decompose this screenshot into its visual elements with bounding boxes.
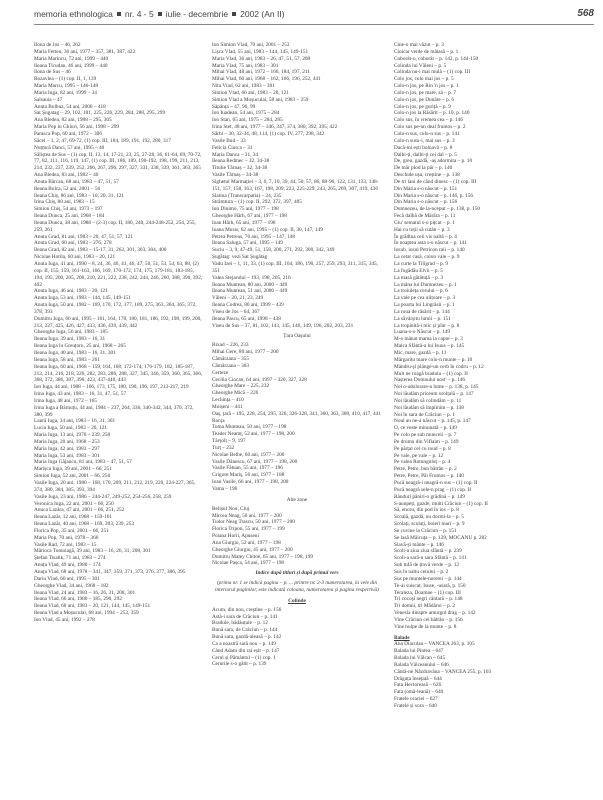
index-entry: Colo-n jos, pe Rin 'n jos – p. 1: [394, 83, 459, 90]
index-entry: Ileana Grad, 82 ani, 1983 – 15-17, 31, 262, 301, 303, 304, 400: [34, 247, 167, 254]
index-entry: De tri lani de când dinesc – (1) cop. III: [394, 178, 477, 185]
index-entry: Colo-n jos, pe guriță – p. 9: [394, 103, 451, 110]
index-entry: Gheorghe Hărh, 67 ani, 1977 – 198: [212, 213, 287, 220]
index-entry: De, greu, gazdă, -aș adormita – p. 10: [394, 158, 473, 165]
index-entry: Vine Crăciun cel bătrân – p. 156: [394, 616, 463, 623]
index-entry: La curte la Tiligrad – p. 9: [394, 261, 448, 267]
index-entry: La roua de răsărit – p. 144: [394, 308, 450, 315]
index-entry: Sârbi – 30, 32-34, 48, 114, (1) cop. IV, 277, 298, 342: [212, 130, 325, 137]
index-entry: Noul an ne-a născut – p. 145, p. 147: [394, 418, 471, 425]
index-entry: Simion Vlad a Moșuculai, 58 ani, 1983 – 259: [212, 96, 309, 103]
index-entry: Irina Stet, 48 ani, 1977 – 346, 347, 374, 380, 392, 395, 422: [212, 124, 338, 131]
index-entry: Maria Iuga, 42 ani, 1983 – 297: [34, 445, 100, 452]
index-entry: Ioan Vasile, 66 ani, 1977 – 198, 200: [212, 479, 289, 486]
index-entry: Teader Neamț, 52 ani, 1977 – 198, 200: [212, 431, 295, 438]
index-entry: Colo-n jos, pe mare, să – p. 7: [394, 89, 457, 96]
index-entry: La săvârșitu lumii – p. 151: [394, 315, 451, 322]
index-entry: Anuta Iuga, 41 ani, 1990 – 8, 24, 36, 40, 41, 46, 47, 50, 51, 53, 54, 63, 88, (2) cop. II, 155, 159, 161-163, 166, 169, 170-172, 174, 175, 179-181, 183-185, 194, 195, 200, 205, 206, 210, 221, 222, 238, 242, 244, 246, 260, 388, 390, 392, 402: [34, 261, 203, 288]
index-entry: La fogădău Elvii – p. 5: [394, 267, 443, 274]
index-entry: Parasca Pop, 60 ani, 1972 – 306: [34, 130, 102, 137]
separator-square-icon: [158, 12, 162, 16]
index-entry: Ileana Dunca, 25 ani, 1968 – 184: [34, 213, 105, 220]
index-entry: Fata Hectoreasă – 626: [394, 682, 442, 689]
index-entry: Anuța Vlad, 68 ani, 1978 – 341, 347, 359, 371, 373, 376, 377, 386, 395: [34, 568, 186, 575]
index-entry: Maria Iuga, 13 ani, 1970 – 239, 258: [34, 432, 111, 439]
index-entry: Noi lăudăm priceum urolțală – p. 147: [394, 391, 474, 398]
index-entry: Anuta Grad, 60 ani, 1983 – 276, 278: [34, 240, 112, 247]
index-entry: În noaptea asta s-o născut – p. 141: [394, 240, 467, 247]
index-entry: Bradule, bădăuțule – p. 12: [212, 620, 268, 627]
index-entry: Sus în naltu cerului – p. 2: [394, 568, 449, 575]
index-entry: Ileana Iuga lu Greuțoru, 25 ani, 1968 – 265: [34, 343, 126, 350]
index-entry: Pucă neagră sele-n prag – (1) cop. II: [394, 486, 472, 493]
index-entry: Se cuvine la Crăciun – p. 151: [394, 527, 457, 534]
index-entry: Ion Dinimo, 75 ani, 1977 – 198: [212, 206, 279, 213]
index-entry: Dalbi-ți, dalbi-ți cei dal – p. 5: [394, 151, 457, 158]
index-entry: Anuta Iuga, 53 ani, 1983 – 144, 145, 149-151: [34, 295, 131, 302]
index-entry: Giu' sematul s-o pițcat – p. 1: [394, 219, 455, 226]
index-entry: Din Maria s-o născut – p. 151: [394, 185, 458, 192]
index-entry: Ileana Muntean, 80 ani, 2000 – 449: [212, 281, 288, 288]
index-entry: Să, enoru, din pod în ios – p. 8: [394, 507, 459, 514]
index-entry: Maria Vlad, 75 ani, 1983 – 301: [212, 62, 279, 69]
index-entry: Teraleza, Doamne – (1) cop. III: [394, 589, 461, 596]
index-entry: La poarta lui Lingrăsii – p. 1: [394, 302, 455, 309]
index-entry: De mâr plod la pâr – p. 140: [394, 165, 453, 172]
index-entry: Turț – 232: [212, 444, 235, 451]
index-entry: Vine hulpe de la munte – p. 8: [394, 623, 457, 630]
index-entry: Pe vale, pe vale – p. 12: [394, 452, 444, 459]
index-entry: Cerurile s-o gătit – p. 139: [212, 661, 267, 668]
index-entry: Dumnezeu, de la-nceput – p. 138, p. 150: [394, 206, 481, 213]
index-entry: Hai cu toții să cutân – p. 3: [394, 226, 450, 233]
journal-header-line: [34, 9, 285, 19]
index-entry: Anuta Iuga, 46 ani, 1983 – 20, 121: [34, 288, 108, 295]
index-entry: La tropinită-i mîc și pîur – p. 8: [394, 322, 460, 329]
index-entry: Scolați, scolați, boieri mari – p. 9: [394, 521, 465, 528]
index-entry: Petrea Petreus, 70 ani, 1995 – 147, 148: [212, 233, 295, 240]
index-entry: Simion Iuga, 52 ani, 2001 – 66, 250: [34, 473, 111, 480]
section-title-colinde: Colinde: [288, 597, 306, 604]
index-entry: Scoli-a ziua ziua sfântă – p. 239: [394, 548, 462, 555]
index-entry: Vasile Iuga, 20 ani, 1980 – 168, 170, 209, 211, 212, 219, 220, 224-227, 365, 374, 380, 384, 385, 393, 394: [34, 480, 196, 493]
index-entry: Tărșolț – 9, 197: [212, 438, 246, 445]
index-entry: Irina Iuga, 48 ani, 1972 – 165: [34, 397, 97, 404]
index-entry: Ileana Pascu, 65 ani, 1998 – 438: [212, 315, 281, 322]
index-entry: Coborât-o, coborât – p. 142, p. 144-150: [394, 55, 479, 62]
index-column-3: [394, 42, 564, 710]
index-entry: Ilona de Sus – 46: [34, 69, 71, 76]
index-entry: Din Maria s-o născut – p. 156: [394, 199, 458, 206]
index-entry: Balada Vâlceanului – 646: [394, 661, 449, 668]
index-entry: Ileana Dunca, 38 ani, 1988 – (2-3) cop. II, 180, 240, 244-248-252, 254, 255, 259, 261: [34, 219, 196, 233]
index-entry: Maria Iuga, 53 ani, 1983 – 301: [34, 452, 100, 459]
index-entry: Ion Stan, 65 ani, 1975 – 284, 285: [212, 117, 283, 124]
index-entry: La vale pe cea ulițoare – p. 3: [394, 295, 456, 302]
index-entry: Ion Iuadean, 54 ani, 1975 – 284: [212, 110, 280, 117]
index-entry: Dumitru Iuga, 66 ani, 1995 – 161, 164, 178, 180, 181, 186, 192, 198, 199, 200, 213, 227, 425, 426, 427, 433, 436, 439, 439, 442: [34, 315, 202, 329]
index-entry: Toma Munteau, 50 ani, 1977 – 198: [212, 424, 287, 431]
index-entry: Ileana Muntean, 51 ani, 2000 – 449: [212, 288, 288, 295]
index-entry: Ileana Iuga, 58 ani, 1983 – 261: [34, 356, 100, 363]
index-entry: Maria Pop lu Ghiuri, 56 ani, 1998 – 299: [34, 124, 120, 131]
index-entry: Poiana Horii, Apuseni: [212, 533, 259, 540]
index-entry: Venesia dinspre amurgul drag – p. 142: [394, 610, 476, 617]
index-entry: Ana Diaculau – VANCEA 263, p. 105: [394, 641, 475, 648]
index-entry: Tri domni, tri Mădăroi – p. 2: [394, 603, 456, 610]
index-entry: Bună sara, gazdă-aleasă – p. 142: [212, 634, 282, 641]
index-note-title: Indice după titluri și după primul vers: [255, 570, 339, 577]
index-entry: Laură Iuga, 34 ani, 1983 – 16, 31, 301: [34, 418, 116, 425]
index-entry: Viseu de Jos – 64, 367: [212, 308, 260, 315]
section-title-balade: Balade: [394, 634, 410, 641]
section-title-tara-oasului: Țara Oașului: [283, 333, 311, 340]
index-entry: Vasile Rad, 72 ani, 1983 – 15: [34, 541, 97, 548]
index-entry: Maria Iuga Găjancu, 81 ani, 1983 – 47, 51, 57: [34, 459, 132, 466]
index-entry: Moișeni – 441: [212, 403, 243, 410]
index-entry: Ileana Iuga, 60 ani, 1968 – 159, 164, 168, 172-174, 176-179, 182, 185-187, 213, 214, 216, 218, 226, 282, 283, 286, 288, 327, 345, 346, 359, 360, 365, 366, 368, 372, 386, 387, 396, 423, 437-440, 443: [34, 363, 203, 384]
index-entry: Fata (omă-leană) – 640: [394, 689, 444, 696]
journal-title: memoria ethnologica: [34, 9, 113, 19]
index-entry: Lechința – 410: [212, 397, 244, 404]
index-entry: Titulie Târnaș – 32, 34-38: [212, 165, 268, 172]
index-entry: Ileana Vlad a Moșuculai, 68 ani, 1994 – 253, 359: [34, 610, 139, 617]
issue-number: nr. 4 - 5: [124, 9, 154, 19]
index-entry: Certeze: [212, 369, 229, 376]
index-entry: Colo-n jos, pe Dunăre – p. 6: [394, 96, 455, 103]
col2-maramures-list: [212, 42, 382, 329]
separator-square-icon: [117, 12, 121, 16]
index-entry: Tudor Neag Trascu, 50 ani, 1977 – 200: [212, 519, 295, 526]
index-entry: Ilona de Jos – 46, 262: [34, 42, 81, 48]
index-entry: Maria Marcu, 1995 – 146-148: [34, 83, 98, 90]
col2-colinde-list: [212, 607, 382, 669]
index-entry: Se lasă Măicuța – p. 139, MOCANU p. 282: [394, 534, 487, 541]
index-entry: Petre, Petre, bun bătrân – p. 2: [394, 466, 457, 473]
index-entry: Cioicar verde de mătasă – p. 1: [394, 48, 459, 55]
index-entry: Acum, din nou, creștine – p. 156: [212, 606, 282, 613]
index-entry: Săliștea de Sus – (1) cop. II, 13, 14, 17-21, 23, 25, 27-28, 36, 61-64, 69, 70-72, 77, 82, 111, 116, 119, 147, (1) cop. III, 186, 189, 190-192, 198, 199, 211, 213, 214, 232, 237, 239, 252, 266, 267, 296, 297, 327, 331, 338, 339, 361, 363, 365: [34, 151, 202, 172]
index-entry: La mâna lui Dumnezeu – p. 1: [394, 281, 457, 288]
issue-year: 2002 (An II): [240, 9, 285, 19]
index-entry: Vasile Dănescu, 67 ani, 1977 – 198, 200: [212, 458, 298, 465]
index-entry: Bixad – 226, 233: [212, 342, 249, 349]
index-entry: Noi o-adolorare-n lume – p. 138, p. 145: [394, 384, 479, 391]
index-entry: Irina Iuga, 43 ani, 1983 – 16, 31, 47, 51, 57: [34, 391, 127, 398]
index-entry: Maria Vlad, 36 ani, 1983 – 26, 47, 51, 57, 208: [212, 55, 311, 62]
index-entry: Colinda nu-i mai mulă – (1) cop. III: [394, 69, 471, 76]
page-header: [34, 8, 594, 24]
index-entry: Strâmtura – (1) cop. II, 292, 372, 397, 405: [212, 199, 302, 206]
index-entry: Scoală, gazdă, nu dormi-la – p. 5: [394, 514, 464, 521]
index-entry: Cămârzana – 303: [212, 362, 250, 369]
index-entry: Cerul și Pământul – (1) cop. 1: [212, 654, 276, 661]
index-entry: Anuța Vlad, 49 ani, 1980 – 174: [34, 562, 101, 569]
col3-colinde-list: [394, 42, 564, 631]
index-entry: Gheorghe Mare – 225, 232: [212, 383, 270, 390]
index-entry: Nicolae Pașca, 54 ani, 1977 – 198: [212, 560, 285, 567]
separator-square-icon: [232, 12, 236, 16]
index-entry: Ana Bledea, 83 ani, 1982 – 40: [34, 172, 99, 179]
index-entry: Dumitru Matey Chitoe, 65 ani, 1977 – 198, 199: [212, 553, 314, 560]
index-entry: Ileana Redmec – 32, 34-38: [212, 158, 270, 165]
index-entry: Ileana Iuga, 40 ani, 1983 – 16, 31, 301: [34, 349, 116, 356]
index-entry: Mărgaritu mare colo-n munte – p. 10: [394, 356, 473, 363]
index-entry: Săpânța – 47, 96, 99: [212, 103, 256, 110]
index-entry: Florica Pop, 35 ani, 2001 – 66, 251: [34, 527, 109, 534]
index-entry: Ștefan Tisalik, 71 ani, 1983 – 274: [34, 555, 106, 562]
index-entry: Ana Bledea, 82 ani, 1988 – 295, 305: [34, 117, 112, 124]
index-entry: Balada lui Pintea – 647: [394, 648, 444, 655]
index-entry: La troiuleța cerului – p. 6: [394, 288, 448, 295]
index-entry: Pe drumu din Viflaim – p. 149: [394, 438, 459, 445]
index-entry: Ileana Vlad, 66 ani, 1980 – 185, 290, 292: [34, 596, 122, 603]
header-rule: [34, 24, 594, 25]
index-entry: Balada lui Vâlcan – 645: [394, 655, 446, 662]
index-entry: Ileana Ticudan, 46 ani, 1999 – 440: [34, 62, 108, 69]
index-entry: Belișul Nou, Cluj: [212, 505, 250, 512]
index-entry: La masă gătătuță – p. 3: [394, 274, 444, 281]
index-entry: În grădina ceii vis naltă – p. 4: [394, 233, 457, 240]
index-entry: Ileana Vlad, 60 ani, 1983 – 20, 121, 144, 145, 149-151: [34, 603, 151, 610]
index-entry: Petre, Petre, Păi Frumos – p. 140: [394, 473, 464, 480]
index-entry: Sub tufă de ținvă verde – p. 12: [394, 562, 460, 569]
index-entry: Ca a noastră sară nou – p. 149: [212, 640, 276, 647]
index-entry: Ileana Bolca, 52 ani, 2001 – 56: [34, 185, 101, 192]
index-entry: Drăguța însețată – 644: [394, 675, 442, 682]
index-entry: Slatina (Transcarpatia) – 24, 235: [212, 192, 282, 199]
index-entry: Colo sus pe-un deal frumos – p. 2: [394, 124, 466, 131]
index-entry: Vasile Târnaș – 34-38: [212, 172, 259, 179]
index-entry: Pe colo pe sub munceii – p. 7: [394, 432, 457, 439]
index-entry: Bună sara, de Crăciun – p. 144: [212, 627, 278, 634]
col2-other-zones-list: [212, 506, 382, 568]
index-entry: Simion Vlad, 66 ani, 1983 – 20, 121: [212, 89, 290, 96]
index-entry: Vadu Izei – 1, 11, 33, (1) cop. III, 164, 186, 190, 257, 259, 293, 311, 315, 345, 351: [212, 261, 378, 274]
index-entry: Colo sus, în vremea cea – p. 146: [394, 117, 463, 124]
index-entry: Șugătag: vezi Sat Șugătag: [212, 254, 268, 261]
index-entry: Vasile Iuga, 23 ani, 1986 – 244-247, 249-252, 254-256, 258, 259: [34, 493, 172, 500]
index-entry: O, ce veste minunată – p. 149: [394, 425, 457, 432]
index-entry: Grigore Mariș, 56 ani, 1977 – 188: [212, 472, 285, 479]
index-entry: Lucia Iuga, 50 ani, 1983 – 20, 121: [34, 425, 107, 432]
index-entry: Ion Iuga, 44 ani, 1988 – 166, 173, 175, 180, 190, 196, 197, 213-217, 219: [34, 384, 189, 391]
index-entry: Sighetul Marmației – 3, 6, 7, 10, 39, 44, 50, 57, 86, 88-90, 122, 131, 133, 148-151, 157, 158, 163, 167, 198, 209, 223, 225-229, 243, 265, 269, 307, 419, 436: [212, 178, 379, 192]
index-entry: Fratele și sora – 640: [394, 703, 437, 709]
index-entry: Noi lăudăm să împlinim – p. 138: [394, 404, 464, 411]
index-column-2: [212, 42, 382, 668]
index-entry: Noi lăudăm să colindăm – p. 11: [394, 397, 462, 404]
index-entry: Mărioca Tomoiagă, 39 ani, 1983 – 16, 26, 31, 208, 301: [34, 548, 151, 555]
index-entry: Salsauia – 47: [34, 96, 63, 103]
index-entry: Anuta Grad, 81 ani, 1983 – 20, 47, 51, 57, 121: [34, 233, 133, 240]
index-entry: Ileana Vlad, 24 ani, 1983 – 16, 26, 31, 208, 301: [34, 589, 136, 596]
index-entry: Iosub, iosul Petricon raii – p. 140: [394, 247, 465, 254]
index-entry: Când Adam din rai eșit – p. 147: [212, 647, 280, 654]
index-entry: Veronica Iuga, 22 ani, 2001 – 66, 250: [34, 500, 114, 507]
index-entry: Valea Stejarului – 193, 198, 205, 216: [212, 274, 291, 281]
index-entry: Scoli-a sară-n sara Sfântă – p. 141: [394, 555, 467, 562]
index-entry: Luana-s-o Născut – p. 149: [394, 329, 451, 336]
index-entry: La cetar casă, colon vale – p. 9: [394, 254, 460, 261]
index-entry: Fecă dalbă de Mărăra – p. 11: [394, 213, 456, 220]
index-entry: Nita Vlad, 62 ani, 1983 – 301: [212, 83, 275, 90]
index-entry: Irina Chiș, 80 ani, 1983 – 15: [34, 199, 95, 206]
index-entry: Anuta Bârcan, 68 ani, 1983 – 47, 51, 57: [34, 178, 119, 185]
index-entry: Te-ai suiscat, Isuse, -usară, p. 150: [394, 582, 466, 589]
index-entry: Fratele oraciei – 627: [394, 696, 438, 703]
index-entry: Ana Giurgiu, 52 ani, 1977 – 198: [212, 539, 281, 546]
index-entry: Rânduri pâniri-o grădină – p. 149: [394, 493, 465, 500]
index-entry: Oaș, țară – 195, 228, 254, 295, 326, 326-328, 341, 360, 363, 380, 410, 417, 441: [212, 410, 381, 417]
index-entry: Nuțmcă Danci, 57 ani, 1995 – 40: [34, 144, 105, 151]
col3-balade-list: [394, 641, 564, 709]
index-entry: Vasile Fătuan, 55 ani, 1977 – 196: [212, 465, 283, 472]
index-entry: Colo-n jos la Răsărit – p. 10, p. 140: [394, 110, 470, 117]
page-number: 568: [577, 8, 594, 19]
index-entry: S-aunpeți, gazde, multi Crăciun – (1) cop. II: [394, 500, 488, 507]
index-entry: Maica Sfântă-a lui Isuus – p. 145: [394, 343, 465, 350]
index-entry: Sat Șugatag – 29, 102, 181, 225, 226, 229, 284, 288, 295, 299: [34, 110, 166, 117]
index-entry: M-o mânat mama la capre – p. 3: [394, 336, 463, 343]
index-entry: Din Maria s-o născut – p. 146, p. 156: [394, 192, 474, 199]
index-entry: Pe valea Rotunguluț – p. 4: [394, 459, 451, 466]
index-entry: Anuta Iuga, 50 ani, 1982 – 169, 170, 172, 177, 189, 275, 363, 364, 365, 372, 378, 393: [34, 302, 197, 315]
index-entry: Viseu de Sus – 37, 81, 102, 143, 145, 146, 149, 196, 202, 203, 231: [212, 322, 354, 329]
index-entry: Cămârzana – 355: [212, 355, 250, 362]
index-entry: Vasile Bud – 33: [212, 137, 246, 144]
index-entry: Tri cocoși negri cântară – p. 148: [394, 596, 463, 603]
col2-oas-list: [212, 342, 382, 493]
index-column-1: [34, 42, 204, 624]
index-entry: Săcel – 1, 2, 47, 69-72, (1) cop. III, 184, 189, 191, 192, 280, 317: [34, 137, 171, 144]
index-entry: Colo jos, colo mai jos – p. 5: [394, 76, 454, 83]
index-entry: Ileana Iuga, 39 ani, 1983 – 16, 31: [34, 336, 106, 343]
index-entry: Cântă-ne Nâzdravâna – VANCEA 255, p. 103: [394, 668, 492, 675]
issue-period: iulie - decembrie: [165, 9, 229, 19]
index-entry: Sus pe muntele-norerei – p. 144: [394, 575, 462, 582]
index-entry: Mândru-și plânge-un cerb în codru – p. 12: [394, 363, 484, 370]
index-entry: Maria Fetteu, 36 ani, 1977 – 357, 381, 387, 422: [34, 48, 136, 55]
index-entry: Dacă-mi ești bolnavă – p. 8: [394, 144, 453, 151]
index-entry: Nicolae Hotila, 60 ani, 1983 – 20, 121: [34, 254, 116, 261]
index-entry: Astă-i sara de Crăciun – p. 141: [212, 613, 278, 620]
index-entry: Maria Marincu, 72 ani, 1999 – 440: [34, 55, 109, 62]
index-entry: Ileana Codrea, 80 ani, 1999 – 439: [212, 302, 284, 309]
index-entry: Anuca Lazăra, 47 ani, 2001 – 66, 251, 252: [34, 507, 125, 514]
index-entry: Mihai Vlad, 48 ani, 1972 – 166, 184, 197, 211: [212, 69, 310, 76]
index-entry: Vama – 196: [212, 486, 238, 492]
section-title-alte-zone: Alte zone: [286, 496, 308, 503]
index-entry: Felicia Ciurca – 31: [212, 144, 253, 151]
index-entry: Lișca Vlad, 55 ani, 1983 – 144, 145, 149-151: [212, 48, 309, 55]
index-entry: Mic, mare, gazdă – p. 11: [394, 349, 447, 356]
index-entry: Slavă-și mânte – p. 146: [394, 541, 444, 548]
index-entry: Mircea Neag, 50 ani, 1977 – 200: [212, 512, 282, 519]
index-entry: Anuta Bolbuz, 54 ani, 2000 – 418: [34, 103, 106, 110]
index-entry: Ion Simion Vlad, 70 ani, 2001 – 253: [212, 42, 290, 48]
index-entry: Cine-o mai văzut – p. 3: [394, 42, 444, 48]
index-entry: Maria Iuga, 20 ani, 1968 – 253: [34, 438, 100, 445]
index-entry: Mult ne roagă bradulu – (1) cop. II: [394, 370, 468, 377]
index-note-body: (prima nr. 1 se indică pagina – p. ... printre nr. 2-3 numerotarea, la vele din interiorul paginilor, este indicată coloana, numerotarea și pagina respectivă): [215, 580, 379, 593]
index-entry: Pucă neagră-i neagră-n sus – (1) cop. II: [394, 480, 478, 486]
index-entry: Gheorghe Vlad, 34 ani, 1968 – 182: [34, 582, 109, 589]
index-entry: Ioana Morar, 62 ani, 1995 – (1) cop. II, 30, 147, 149: [212, 226, 323, 233]
index-entry: Ion Vlad, 45 ani, 1992 – 278: [34, 616, 95, 623]
index-entry: Ioan Hărh, 65 ani, 1977 – 198: [212, 219, 276, 226]
index-entry: Racșa: [212, 417, 225, 424]
index-entry: Noi în sara de Crăciun – p. 1: [394, 411, 455, 418]
index-entry: Marișca Iuga, 39 ani, 2001 – 66, 251: [34, 466, 112, 473]
index-entry: Maria Iuga, 82 ani, 1999 – 34: [34, 89, 97, 96]
index-entry: Cecilia Ciocan, 64 ani, 1997 – 320, 327, 328: [212, 376, 307, 383]
index-entry: Gheorghe Iuga, 56 ani, 1983 – 185: [34, 329, 108, 336]
index-entry: Deschide ușa, creștine – p. 138: [394, 172, 460, 179]
index-entry: Rozavlea – (1) cop. II, 1, 139: [34, 76, 97, 83]
index-entry: Maria Pop, 70 ani, 1978 – 366: [34, 534, 99, 541]
index-entry: Irina Iuga a Bârnuțu, 44 ani, 1984 – 237, 264, 336, 340-342, 344, 370, 372, 380, 399: [34, 404, 194, 418]
index-entry: Colo-n susu-i, mai sus – p. 3: [394, 137, 455, 144]
index-entry: Gheorghe Giurgiu, 45 ani, 1977 – 200: [212, 546, 293, 553]
index-entry: Maria Danca – 31, 34: [212, 151, 259, 158]
index-entry: Mihai Gere, 80 ani, 1977 – 200: [212, 349, 279, 356]
index-entry: Văleni – 20, 21, 23, 249: [212, 295, 264, 302]
index-entry: Colo-n sus, colo-n sus – p. 141: [394, 130, 460, 137]
index-entry: Suciu – 3, 9, 47-49, 51, 158, 200, 271, 292, 300, 342, 349: [212, 247, 335, 254]
index-entry: Pe părțal cel cu roud – p. 8: [394, 445, 451, 452]
index-entry: Colinda lui Văleni – p. 5: [394, 62, 447, 69]
index-entry: Nicolae Belbe, 60 ani, 1977 – 200: [212, 451, 285, 458]
index-entry: Florica Tripon, 55 ani, 1977 – 199: [212, 526, 285, 533]
index-entry: Dariu Vlad, 60 ani, 1995 – 301: [34, 575, 100, 582]
index-entry: Mihai Vlad, 60 ani, 1968 – 162, 166, 196, 252, 441: [212, 76, 321, 83]
index-entry: Ileana Chiș, 86 ani, 1983 – 10, 20, 31, 121: [34, 192, 125, 199]
index-entry: Gheorghe Mică – 226: [212, 390, 259, 397]
index-entry: Ileana Saluga, 57 ani, 1995 – 149: [212, 240, 283, 247]
index-entry: Simion Chiș, 54 ani, 1973 – 197: [34, 206, 103, 213]
index-entry: Ileana Lazăr, 12 ani, 1968 – 159-161: [34, 514, 113, 521]
index-entry: Ileana Lazăr, 40 ani, 1968 – 169, 203, 239, 253: [34, 521, 135, 528]
index-entry: Nașterea Domnului nost' – p. 146: [394, 377, 465, 384]
